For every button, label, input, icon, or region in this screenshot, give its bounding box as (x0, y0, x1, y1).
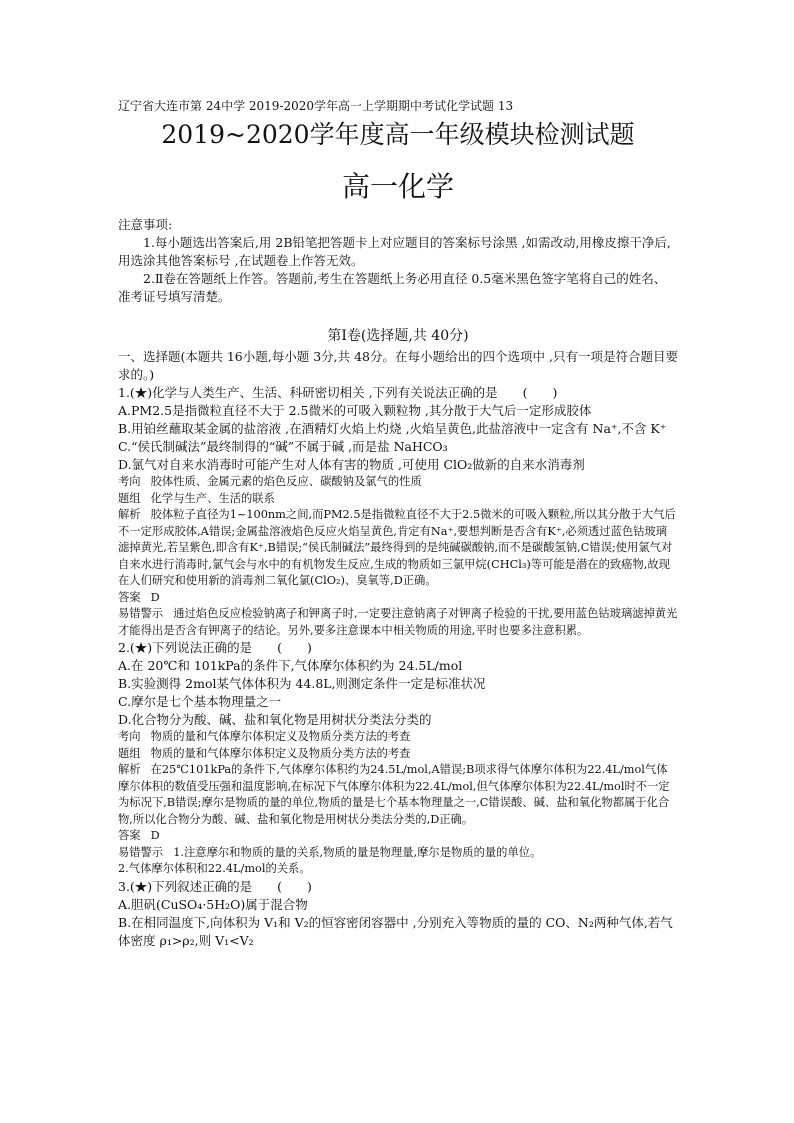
q2-yicuo-text-1: 1.注意摩尔和物质的量的关系,物质的量是物理量,摩尔是物质的量的单位。 (173, 845, 542, 859)
q1-kaoxiang (118, 474, 678, 491)
q1-daan-text: D (150, 590, 160, 604)
q1-yicuo-text: 通过焰色反应检验钠离子和钾离子时,一定要注意钠离子对钾离子检验的干扰,要用蓝色钴玻璃滤掉黄光才能得出是否含有钾离子的结论。另外,要多注意课本中相关物质的用途,平时也要多注意积累。 (118, 607, 678, 637)
q1-option-a: A.PM2.5是指微粒直径不大于 2.5微米的可吸入颗粒物 ,其分散于大气后一定形成胶体 (118, 403, 592, 418)
q2-kaoxiang-label: 考向 (118, 730, 141, 743)
q2-jiexi-label: 解析 (118, 763, 141, 776)
q3-stem: 3.(★)下列叙述正确的是 ( ) (118, 878, 312, 894)
q1-jiexi-label: 解析 (118, 508, 141, 521)
q2-kaoxiang-text: 物质的量和气体摩尔体积定义及物质分类方法的考查 (150, 730, 411, 743)
q1-tizu-text: 化学与生产、生活的联系 (150, 491, 275, 505)
subject-title: 高一化学 (341, 170, 454, 203)
q2-daan-text: D (150, 829, 160, 842)
notice-item-2: 2.Ⅱ卷在答题纸上作答。答题前,考生在答题纸上务必用直径 0.5毫米黑色签字笔将自己的姓名、准考证号填写清楚。 (118, 271, 667, 304)
q2-yicuo-2: 2.气体摩尔体积和22.4L/mol的关系。 (118, 862, 311, 875)
q2-jiexi (118, 762, 678, 828)
q1-option-d: D.氯气对自来水消毒时可能产生对人体有害的物质 ,可使用 ClO₂做新的自来水消毒剂 (118, 457, 585, 472)
q2-option-c: C.摩尔是七个基本物理量之一 (118, 694, 282, 709)
q2-yicuo (118, 845, 678, 862)
q1-daan (118, 590, 678, 607)
q1-tizu (118, 491, 678, 508)
q2-yicuo-label: 易错警示 (118, 845, 164, 859)
q3-option-a: A.胆矾(CuSO₄·5H₂O)属于混合物 (118, 896, 308, 912)
q2-tizu-label: 题组 (118, 746, 141, 760)
section-title: 第Ⅰ卷(选择题,共 40分) (327, 328, 469, 344)
q1-tizu-label: 题组 (118, 491, 141, 505)
q2-tizu-text: 物质的量和气体摩尔体积定义及物质分类方法的考查 (150, 746, 411, 760)
section-intro: 一、选择题(本题共 16小题,每小题 3分,共 48分。在每小题给出的四个选项中 ,只有一项是符合题目要求的。) (118, 349, 678, 382)
q1-yicuo-label: 易错警示 (118, 607, 164, 620)
q1-jiexi-text: 胶体粒子直径为1~100nm之间,而PM2.5是指微粒直径不大于2.5微米的可吸入颗粒,所以其分散于大气后不一定形成胶体,A错误;金属盐溶液焰色反应火焰呈黄色,肯定有Na⁺,要想判断是否含有K⁺,必须透过蓝色钴玻璃滤掉黄光,若呈紫色,即含有K⁺,B错误;“侯氏制碱法”最终得到的是纯碱碳酸钠,而不是碳酸氢钠,C错误;使用氯气对自来水进行消毒时,氯气会与水中的有机物发生反应,生成的物质如三氯甲烷(CHCl₃)等可能是潜在的致癌物,故现在人们研究和使用新的消毒剂二氧化氯(ClO₂)、臭氧等,D正确。 (118, 508, 676, 587)
q1-kaoxiang-text: 胶体性质、金属元素的焰色反应、碳酸钠及氯气的性质 (150, 475, 422, 488)
exam-title: 2019~2020学年度高一年级模块检测试题 (161, 120, 635, 149)
q1-kaoxiang-label: 考向 (118, 475, 141, 488)
exam-page (118, 98, 678, 950)
q1-option-b: B.用铂丝蘸取某金属的盐溶液 ,在酒精灯火焰上灼烧 ,火焰呈黄色,此盐溶液中一定含有 Na⁺,不含 K⁺ (118, 421, 667, 436)
source-line: 辽宁省大连市第 24中学 2019-2020学年高一上学期期中考试化学试题 13 (118, 99, 514, 113)
q2-option-d: D.化合物分为酸、碱、盐和氧化物是用树状分类法分类的 (118, 712, 432, 727)
q2-jiexi-text: 在25℃101kPa的条件下,气体摩尔体积约为24.5L/mol,A错误;B项求得气体摩尔体积为22.4L/mol气体摩尔体积的数值受压强和温度影响,在标况下气体摩尔体积为22.4L/mol,但气体摩尔体积为22.4L/mol时不一定为标况下,B错误;摩尔是物质的量的单位,物质的量是七个基本物理量之一,C错误酸、碱、盐和氧化物都属于化合物,所以化合物分为酸、碱、盐和氧化物是用树状分类法分类的,D正确。 (118, 763, 670, 826)
q1-jiexi (118, 507, 678, 590)
notice-item-1: 1.每小题选出答案后,用 2B铅笔把答题卡上对应题目的答案标号涂黑 ,如需改动,用橡皮擦干净后,用选涂其他答案标号 ,在试题卷上作答无效。 (118, 235, 671, 268)
q1-daan-label: 答案 (118, 590, 141, 604)
q2-stem: 2.(★)下列说法正确的是 ( ) (118, 640, 312, 655)
q2-option-a: A.在 20℃和 101kPa的条件下,气体摩尔体积约为 24.5L/mol (118, 658, 463, 673)
q2-kaoxiang (118, 729, 678, 746)
q2-daan (118, 828, 678, 845)
q1-yicuo (118, 606, 678, 639)
q1-stem: 1.(★)化学与人类生产、生活、科研密切相关 ,下列有关说法正确的是 ( ) (118, 385, 558, 400)
notice-heading: 注意事项: (118, 217, 173, 232)
q1-option-c: C.“侯氏制碱法”最终制得的“碱”不属于碱 ,而是盐 NaHCO₃ (118, 439, 448, 454)
q3-option-b: B.在相同温度下,向体积为 V₁和 V₂的恒容密闭容器中 ,分别充入等物质的量的 CO、N₂两种气体,若气体密度 ρ₁>ρ₂,则 V₁<V₂ (118, 914, 673, 948)
q2-option-b: B.实验测得 2mol某气体体积为 44.8L,则测定条件一定是标准状况 (118, 676, 486, 691)
q2-tizu (118, 746, 678, 763)
q2-daan-label: 答案 (118, 829, 141, 842)
